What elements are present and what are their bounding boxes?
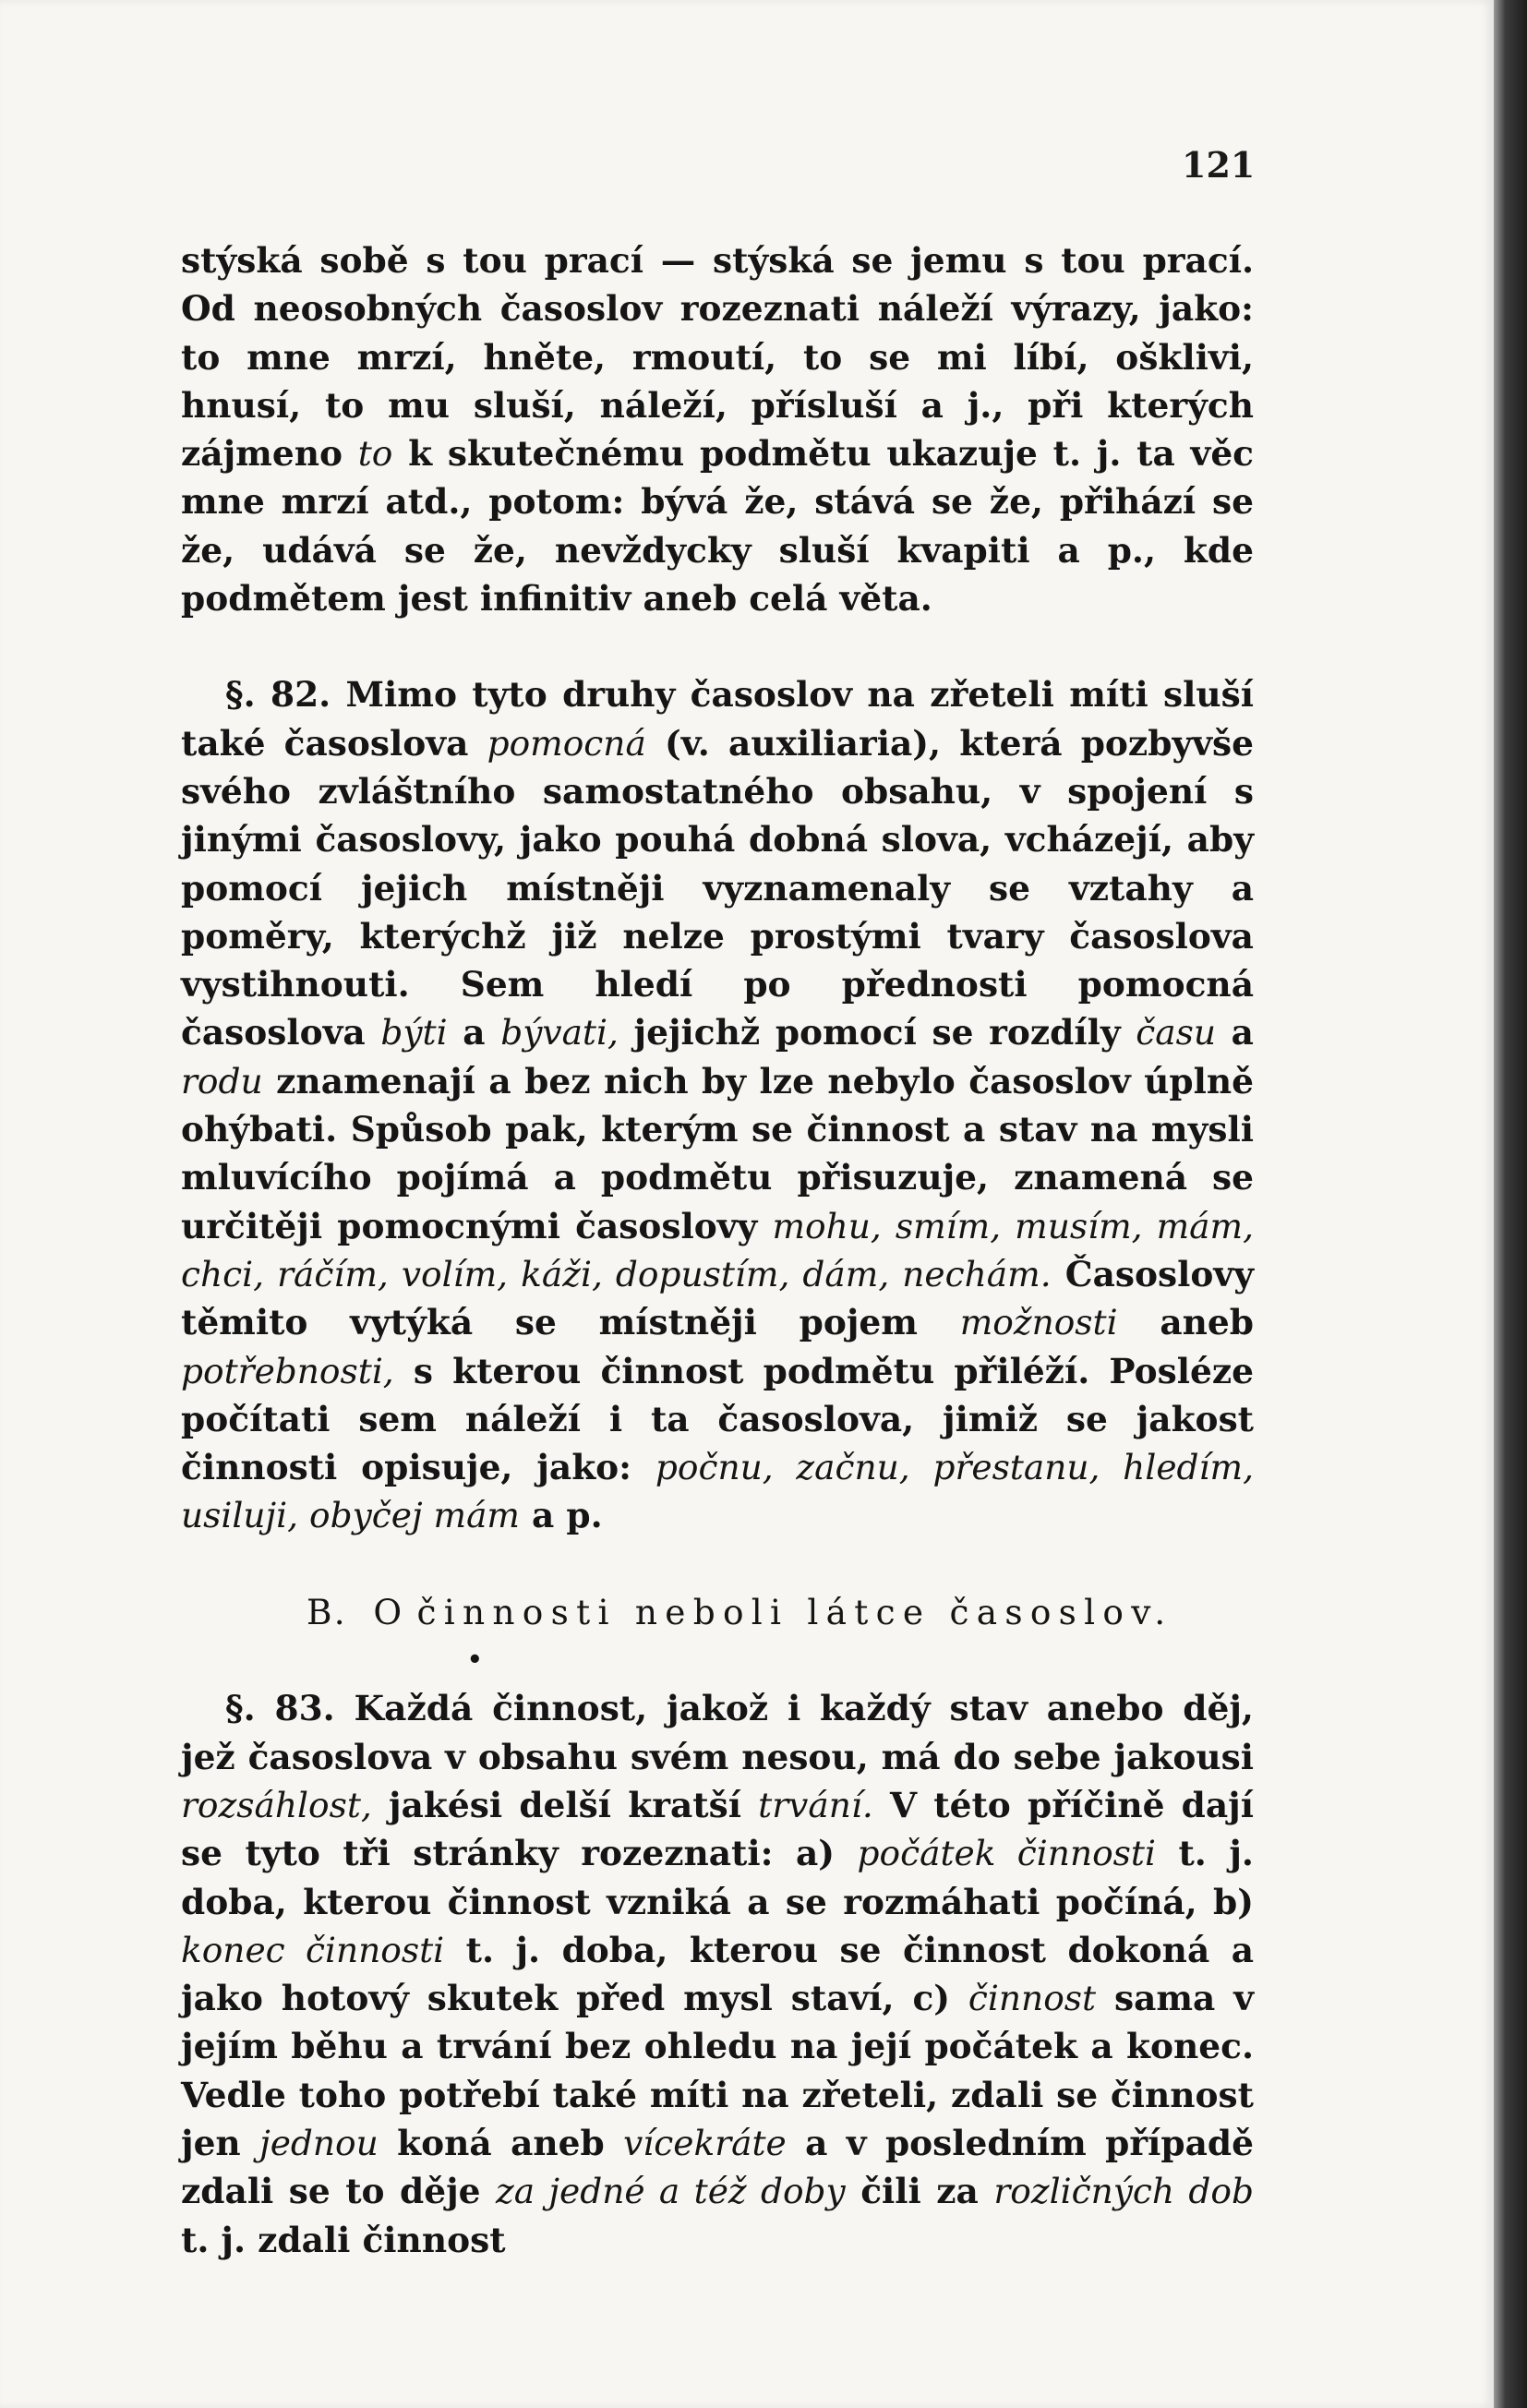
p3-italic-rozsahlost: rozsáhlost, <box>181 1784 372 1825</box>
p2-italic-byvati: bývati, <box>500 1012 619 1054</box>
p2-italic-casu: času <box>1136 1012 1217 1054</box>
paragraph-83 <box>181 1684 1254 2264</box>
p2-text-g: jejichž pomocí se rozdíly <box>618 1012 1136 1054</box>
p3-italic-jednou: jednou <box>259 2122 379 2163</box>
ornament-dot: • <box>467 1646 483 1675</box>
p2-text-a: §. 82. Mimo tyto druhy časoslov na zřeteli míti sluší také časoslova <box>181 674 1254 764</box>
p2-text-k: znamenají a bez nich by lze nebylo časoslov úplně ohýbati. Spůsob pak, kterým se činnost a stav na mysli mluvícího pojímá a podmětu přisuzuje, znamená se určitěji pomocnými časoslovy <box>181 1060 1254 1246</box>
p2-italic-modal-verbs: mohu, smím, musím, mám, chci, ráčím, volím, káži, dopustím, dám, nechám. <box>181 1205 1254 1294</box>
p2-text-c: (v. auxiliaria), která pozbyvše svého zvláštního samostatného obsahu, v spojení s jinými časoslovy, jako pouhá dobná slova, vcházejí, aby pomocí jejich místněji vyznamenaly se vztahy a poměry, kterýchž již nelze prostými tvary časoslova vystihnouti. Sem hledí po přednosti pomocná časoslova <box>181 722 1254 1054</box>
p3-italic-vicekrate: vícekráte <box>623 2122 787 2163</box>
p3-text-o: a v posledním případě zdali se to děje <box>181 2122 1254 2212</box>
p2-italic-byti: býti <box>380 1012 448 1054</box>
p2-italic-potrebnosti: potřebnosti, <box>181 1350 394 1391</box>
p3-italic-pocatek: počátek činnosti <box>857 1833 1156 1874</box>
p2-italic-moznosti: možnosti <box>959 1302 1118 1343</box>
p3-text-s: t. j. zdali činnost <box>181 2219 506 2260</box>
p1-text-a: stýská sobě s tou prací — stýská se jemu s tou prací. Od neosobných časoslov rozeznati náleží výrazy, jako: to mne mrzí, hněte, rmoutí, to se mi líbí, ošklivi, hnusí, to mu sluší, náleží, přísluší a j., při kterých zájmeno <box>181 240 1254 475</box>
p3-text-i: t. j. doba, kterou se činnost dokoná a jako hotový skutek před mysl staví, c) <box>181 1929 1255 2019</box>
p2-text-o: aneb <box>1117 1302 1254 1343</box>
paragraph-gap <box>181 622 1254 670</box>
p3-italic-za-jedne-doby: za jedné a též doby <box>495 2171 846 2212</box>
page-number: 121 <box>1182 144 1256 186</box>
heading-title: činnosti neboli látce časoslov. <box>416 1591 1173 1632</box>
p2-italic-pomocna: pomocná <box>487 722 646 764</box>
p2-text-m: Časoslovy těmito vytýká se místněji pojem <box>181 1253 1254 1343</box>
p2-italic-rodu: rodu <box>181 1060 263 1102</box>
p2-text-s: a p. <box>519 1495 603 1536</box>
p3-italic-cinnost: činnost <box>968 1978 1097 2019</box>
page-body <box>181 236 1254 2264</box>
p3-text-a: §. 83. Každá činnost, jakož i každý stav anebo děj, jež časoslova v obsahu svém nesou, má do sebe jakousi <box>181 1688 1254 1777</box>
p3-text-c: jakési delší kratší <box>371 1784 759 1825</box>
paragraph-82 <box>181 670 1254 1539</box>
section-gap <box>181 1540 1254 1588</box>
p3-text-k: sama v jejím běhu a trvání bez ohledu na její počátek a konec. Vedle toho potřebí také míti na zřeteli, zdali se činnost jen <box>181 1978 1254 2163</box>
section-heading <box>181 1588 1254 1636</box>
p2-text-e: a <box>447 1012 501 1054</box>
heading-prefix: O <box>373 1591 404 1632</box>
paragraph-1 <box>181 236 1254 622</box>
p3-text-q: čili za <box>845 2171 994 2212</box>
p3-italic-konec: konec činnosti <box>181 1929 445 1970</box>
p3-text-g: t. j. doba, kterou činnost vzniká a se rozmáhati počíná, b) <box>181 1833 1254 1922</box>
p3-italic-trvani: trvání. <box>758 1784 873 1825</box>
p2-italic-aspect-verbs: počnu, začnu, přestanu, hledím, usiluji, obyčej mám <box>181 1447 1254 1536</box>
p3-text-m: koná aneb <box>378 2122 624 2163</box>
heading-letter: B. <box>307 1591 347 1632</box>
p2-text-i: a <box>1216 1012 1254 1054</box>
p3-italic-rozlicnych-dob: rozličných dob <box>993 2171 1254 2212</box>
p1-italic-to: to <box>357 433 393 475</box>
p1-text-c: k skutečnému podmětu ukazuje t. j. ta věc mne mrzí atd., potom: bývá že, stává se že, přihází se že, udává se že, nevždycky sluší kvapiti a p., kde podmětem jest infinitiv aneb celá věta. <box>181 433 1255 620</box>
p3-text-e: V této příčině dají se tyto tři stránky rozeznati: a) <box>181 1784 1254 1874</box>
page-edge-shadow <box>1494 0 1527 2408</box>
p2-text-q: s kterou činnost podmětu přiléží. Posléze počítati sem náleží i ta časoslova, jimiž se jakost činnosti opisuje, jako: <box>181 1350 1254 1488</box>
